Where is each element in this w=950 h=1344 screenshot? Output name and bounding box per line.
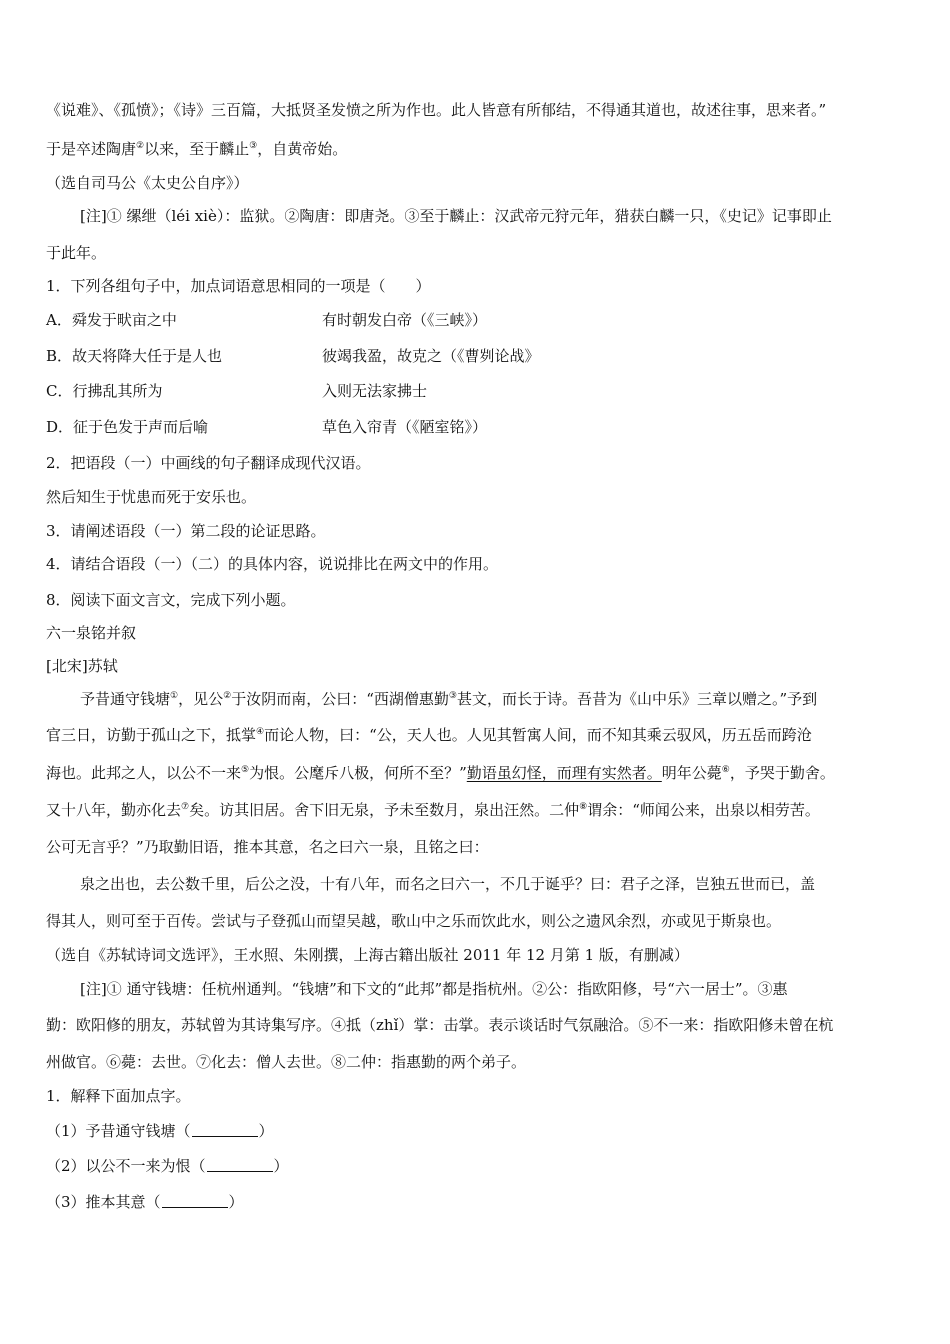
fill-item: （2）以公不一来为恨（ ） — [46, 1157, 289, 1175]
question-2: 2．把语段（一）中画线的句子翻译成现代汉语。 — [46, 454, 371, 472]
passage-line: 公可无言乎？”乃取勤旧语，推本其意，名之曰六一泉，且铭之曰： — [46, 838, 489, 856]
question-1: 1．下列各组句子中，加点词语意思相同的一项是（ ） — [46, 277, 431, 295]
source-citation: （选自《苏轼诗词文选评》，王水照、朱刚撰，上海古籍出版社 2011 年 12 月第 1 版，有删减） — [46, 946, 689, 964]
underlined-sentence: 勤语虽幻怪，而理有实然者。 — [466, 764, 662, 782]
annotation-line: 于此年。 — [46, 244, 107, 262]
passage-line: 予昔通守钱塘①，见公②于汝阴而南，公曰：“西湖僧惠勤③甚文，而长于诗。吾昔为《山中乐》三章以赠之。”予到 — [80, 690, 818, 708]
question-4: 4．请结合语段（一）（二）的具体内容，说说排比在两文中的作用。 — [46, 555, 499, 573]
option-c: C．行拂乱其所为 入则无法家拂士 — [46, 382, 428, 400]
passage-line: 得其人，则可至于百传。尝试与子登孤山而望吴越，歌山中之乐而饮此水，则公之遗风余烈，亦或见于斯泉也。 — [46, 912, 782, 930]
question-2-sentence: 然后知生于忧患而死于安乐也。 — [46, 488, 257, 506]
author: [北宋]苏轼 — [46, 657, 118, 675]
answer-blank[interactable] — [162, 1193, 228, 1208]
passage-line: 泉之出也，去公数千里，后公之没，十有八年，而名之曰六一，不几于诞乎？曰：君子之泽，岂独五世而已，盖 — [80, 875, 816, 893]
option-a: A．舜发于畎亩之中 有时朝发白帝（《三峡》） — [46, 311, 488, 329]
passage-line: 又十八年，勤亦化去⑦矣。访其旧居。舍下旧无泉，予未至数月，泉出汪然。二仲⑧谓余：“师闻公来，出泉以相劳苦。 — [46, 801, 820, 819]
annotation-line: [注]① 通守钱塘：任杭州通判。“钱塘”和下文的“此邦”都是指杭州。②公：指欧阳修，号“六一居士”。③惠 — [80, 980, 788, 998]
fill-item: （1）予昔通守钱塘（ ） — [46, 1122, 274, 1140]
sub-question-1: 1．解释下面加点字。 — [46, 1087, 191, 1105]
source-citation: （选自司马公《太史公自序》） — [46, 174, 249, 192]
option-b: B．故天将降大任于是人也 彼竭我盈，故克之（《曹刿论战》 — [46, 347, 540, 365]
poem-title: 六一泉铭并叙 — [46, 624, 137, 642]
question-3: 3．请阐述语段（一）第二段的论证思路。 — [46, 522, 326, 540]
answer-blank[interactable] — [207, 1157, 273, 1172]
fill-item: （3）推本其意（ ） — [46, 1193, 244, 1211]
option-d: D．征于色发于声而后喻 草色入帘青（《陋室铭》） — [46, 418, 488, 436]
passage-line: 海也。此邦之人，以公不一来⑤为恨。公麾斥八极，何所不至？”勤语虽幻怪，而理有实然者。明年公薨⑥，予哭于勤舍。 — [46, 764, 835, 782]
passage-line: 官三日，访勤于孤山之下，抵掌④而论人物，曰：“公，天人也。人见其暂寓人间，而不知其乘云驭风，历五岳而跨沧 — [46, 726, 812, 744]
annotation-line: [注]① 缧绁（léi xiè）：监狱。②陶唐：即唐尧。③至于麟止：汉武帝元狩元年，猎获白麟一只，《史记》记事即止 — [80, 207, 832, 225]
section-heading: 8．阅读下面文言文，完成下列小题。 — [46, 591, 296, 609]
annotation-line: 州做官。⑥薨：去世。⑦化去：僧人去世。⑧二仲：指惠勤的两个弟子。 — [46, 1053, 527, 1071]
passage-line: 《说难》、《孤愤》；《诗》三百篇，大抵贤圣发愤之所为作也。此人皆意有所郁结，不得通其道也，故述往事，思来者。” — [46, 101, 827, 119]
passage-line: 于是卒述陶唐②以来，至于麟止③，自黄帝始。 — [46, 140, 348, 158]
annotation-line: 勤：欧阳修的朋友，苏轼曾为其诗集写序。④抵（zhǐ）掌：击掌。表示谈话时气氛融洽。⑤不一来：指欧阳修未曾在杭 — [46, 1016, 834, 1034]
answer-blank[interactable] — [192, 1122, 258, 1137]
